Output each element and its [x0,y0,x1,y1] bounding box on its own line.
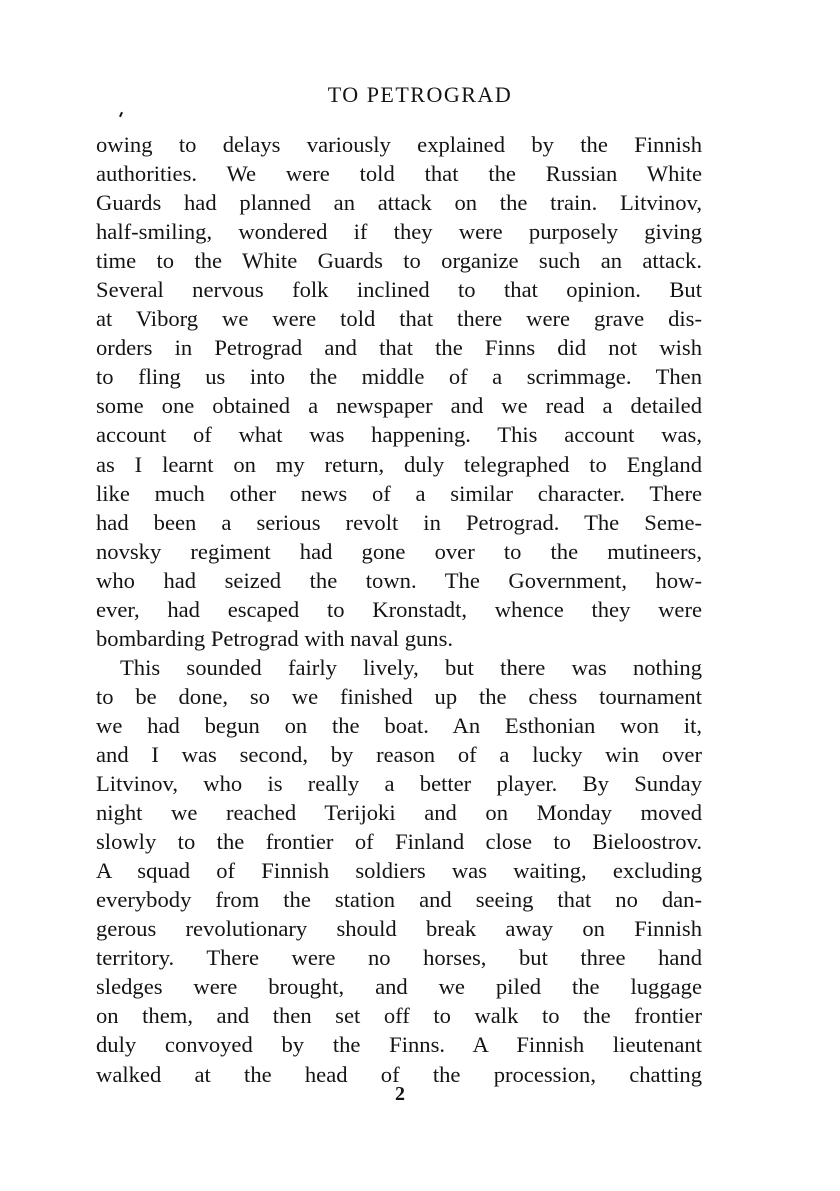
page-number: 2 [395,1083,405,1105]
text-line: we had begun on the boat. An Esthonian won it, [96,712,702,738]
text-line: gerous revolutionary should break away on Finnish [96,916,702,942]
text-line: owing to delays variously explained by the Finnish [96,132,702,157]
text-line: to fling us into the middle of a scrimmage. Then [96,364,702,390]
text-line: orders in Petrograd and that the Finns did not wish [96,335,702,361]
text-line: duly convoyed by the Finns. A Finnish lieutenant [96,1032,702,1058]
text-line: had been a serious revolt in Petrograd. The Seme- [96,509,702,535]
text-line: half-smiling, wondered if they were purposely giving [96,219,702,245]
text-line: everybody from the station and seeing that no dan- [96,887,702,913]
text-line: A squad of Finnish soldiers was waiting, excluding [96,858,702,884]
text-line: and I was second, by reason of a lucky win over [96,741,702,767]
text-line: to be done, so we finished up the chess tournament [96,683,702,709]
text-line: like much other news of a similar character. There [96,480,702,506]
text-line: territory. There were no horses, but three hand [96,945,702,971]
text-line: on them, and then set off to walk to the frontier [96,1003,702,1029]
text-line: Litvinov, who is really a better player. By Sunday [96,771,702,797]
running-head: TO PETROGRAD [327,82,513,107]
body-text [96,130,702,1089]
text-line: This sounded fairly lively, but there was nothing [120,654,702,680]
text-line: authorities. We were told that the Russian White [96,161,702,187]
text-line: some one obtained a newspaper and we read a detailed [96,393,702,419]
text-line: account of what was happening. This account was, [96,422,702,448]
text-line: sledges were brought, and we piled the luggage [96,974,702,1000]
text-line: at Viborg we were told that there were grave dis- [96,306,702,332]
text-line: Several nervous folk inclined to that opinion. But [96,277,702,303]
text-line: novsky regiment had gone over to the mutineers, [96,538,702,564]
stray-ink-mark [119,112,123,117]
text-line: bombarding Petrograd with naval guns. [96,625,454,651]
text-line: time to the White Guards to organize such an attack. [96,248,702,274]
text-line: night we reached Terijoki and on Monday moved [96,800,702,826]
text-line: Guards had planned an attack on the train. Litvinov, [96,190,702,216]
text-line: slowly to the frontier of Finland close to Bieloostrov. [96,829,702,855]
text-line: as I learnt on my return, duly telegraphed to England [96,451,702,477]
text-line: who had seized the town. The Government, how- [96,567,702,593]
text-line: ever, had escaped to Kronstadt, whence they were [96,596,702,622]
text-line: walked at the head of the procession, chatting [96,1061,702,1087]
